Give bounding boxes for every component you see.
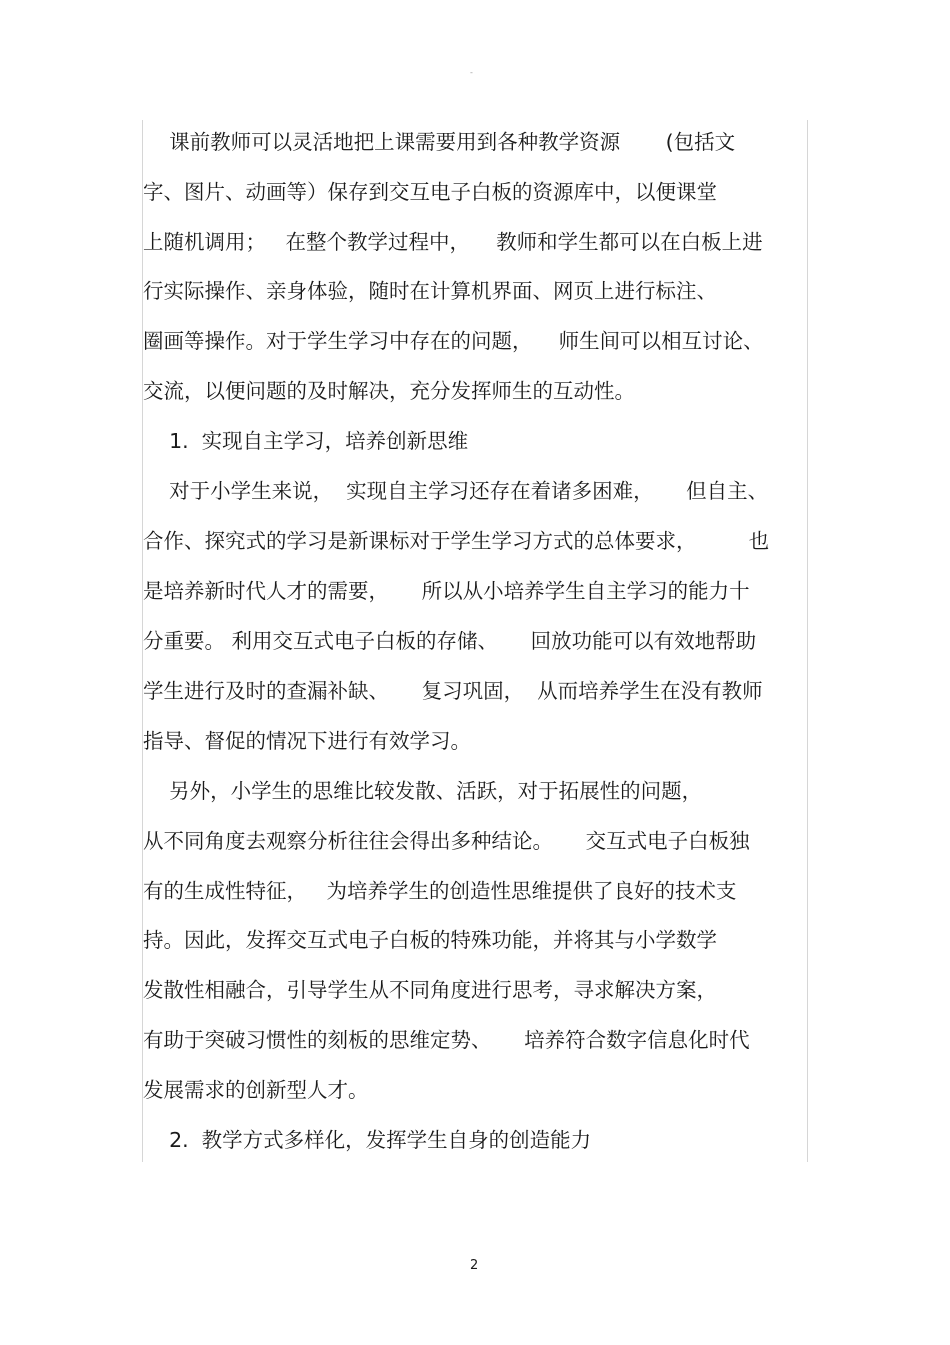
text-line: 另外，小学生的思维比较发散、活跃，对于拓展性的问题，	[143, 779, 703, 803]
text-line: 对于小学生来说， 实现自主学习还存在着诸多困难， 但自主、	[143, 479, 769, 503]
text-line: 发散性相融合，引导学生从不同角度进行思考，寻求解决方案，	[143, 978, 717, 1002]
text-line: 行实际操作、亲身体验，随时在计算机界面、网页上进行标注、	[143, 279, 717, 303]
text-line: 持。因此，发挥交互式电子白板的特殊功能，并将其与小学数学	[143, 928, 717, 952]
section-heading: 1. 实现自主学习，培养创新思维	[143, 429, 469, 453]
text-line: 是培养新时代人才的需要， 所以从小培养学生自主学习的能力十	[143, 579, 750, 603]
text-line: 圈画等操作。对于学生学习中存在的问题， 师生间可以相互讨论、	[143, 329, 764, 353]
text-line: 从不同角度去观察分析往往会得出多种结论。 交互式电子白板独	[143, 829, 750, 853]
text-line: 有的生成性特征， 为培养学生的创造性思维提供了良好的技术支	[143, 879, 737, 903]
text-line: 有助于突破习惯性的刻板的思维定势、 培养符合数字信息化时代	[143, 1028, 750, 1052]
text-line: 课前教师可以灵活地把上课需要用到各种教学资源 (包括文	[143, 130, 736, 154]
text-line: 分重要。 利用交互式电子白板的存储、 回放功能可以有效地帮助	[143, 629, 757, 653]
text-line: 字、图片、动画等）保存到交互电子白板的资源库中，以便课堂	[143, 180, 717, 204]
section-heading: 2. 教学方式多样化，发挥学生自身的创造能力	[143, 1128, 592, 1152]
header-mark: -	[470, 68, 473, 77]
text-line: 学生进行及时的查漏补缺、 复习巩固， 从而培养学生在没有教师	[143, 679, 763, 703]
text-line: 合作、探究式的学习是新课标对于学生学习方式的总体要求， 也	[143, 529, 770, 553]
text-line: 上随机调用； 在整个教学过程中， 教师和学生都可以在白板上进	[143, 230, 763, 254]
page-number: 2	[470, 1258, 479, 1273]
text-line: 交流，以便问题的及时解决，充分发挥师生的互动性。	[143, 379, 635, 403]
text-line: 指导、督促的情况下进行有效学习。	[143, 729, 471, 753]
text-line: 发展需求的创新型人才。	[143, 1078, 369, 1102]
